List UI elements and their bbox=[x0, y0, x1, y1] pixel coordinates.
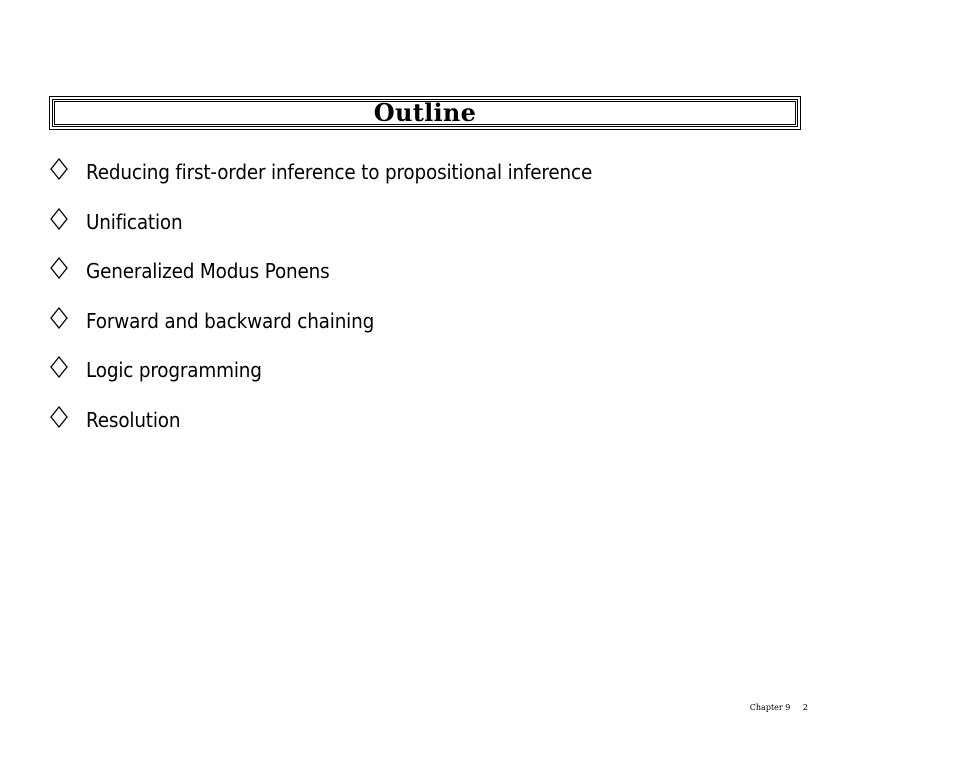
list-item bbox=[50, 158, 636, 208]
list-item-text: Resolution bbox=[86, 407, 181, 432]
diamond-icon bbox=[50, 257, 68, 279]
diamond-icon bbox=[50, 307, 68, 329]
page-number: 2 bbox=[802, 703, 808, 712]
diamond-icon bbox=[50, 158, 68, 180]
list-item bbox=[50, 406, 636, 456]
list-item bbox=[50, 356, 636, 406]
list-item-text: Reducing first-order inference to propositional inference bbox=[86, 160, 593, 184]
list-item-text: Generalized Modus Ponens bbox=[86, 259, 330, 284]
list-item-text: Logic programming bbox=[86, 358, 262, 383]
diamond-icon bbox=[50, 356, 68, 378]
list-item-text: Unification bbox=[86, 209, 183, 234]
slide-footer bbox=[750, 703, 808, 712]
list-item bbox=[50, 307, 636, 357]
diamond-icon bbox=[50, 208, 68, 230]
chapter-label: Chapter 9 bbox=[749, 703, 791, 712]
diamond-icon bbox=[50, 406, 68, 428]
outline-list bbox=[50, 158, 636, 456]
slide-title-box bbox=[49, 96, 801, 130]
list-item-text: Forward and backward chaining bbox=[86, 308, 375, 333]
slide-title: Outline bbox=[373, 98, 477, 127]
list-item bbox=[50, 257, 636, 307]
list-item bbox=[50, 208, 636, 258]
